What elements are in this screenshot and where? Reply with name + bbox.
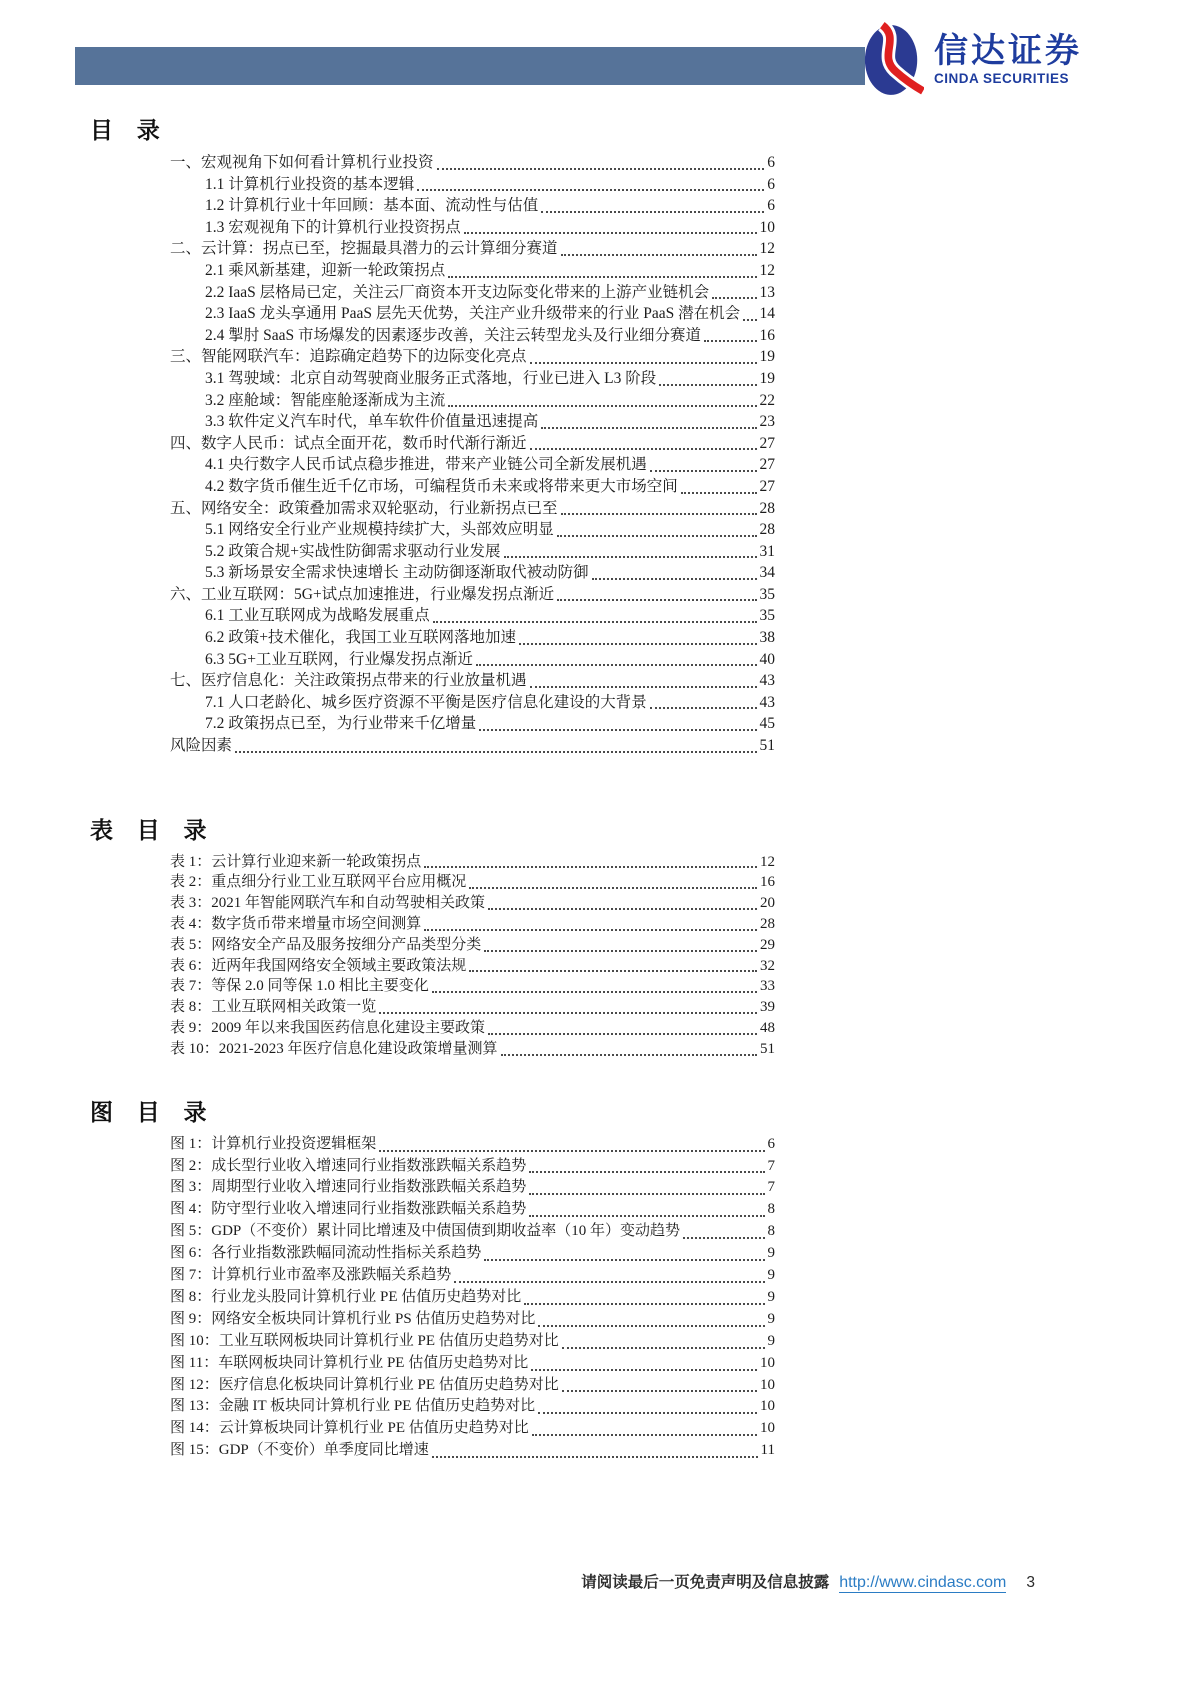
contents-entry <box>170 1440 775 1462</box>
entry-page-number: 9 <box>767 1310 775 1327</box>
entry-page-number: 43 <box>759 693 775 711</box>
entry-page-number: 9 <box>767 1267 775 1284</box>
dot-leader <box>469 970 757 972</box>
toc-section <box>90 112 780 757</box>
contents-entry <box>170 914 775 935</box>
contents-entry <box>170 454 775 476</box>
entry-label: 7.1 人口老龄化、城乡医疗资源不平衡是医疗信息化建设的大背景 <box>205 693 647 711</box>
dot-leader <box>712 297 756 299</box>
contents-entry <box>170 260 775 282</box>
contents-entry <box>170 735 775 757</box>
dot-leader <box>379 1150 764 1152</box>
entry-label: 图 9：网络安全板块同计算机行业 PS 估值历史趋势对比 <box>170 1310 536 1327</box>
entry-label: 图 13：金融 IT 板块同计算机行业 PE 估值历史趋势对比 <box>170 1398 536 1415</box>
dot-leader <box>561 254 757 256</box>
entry-page-number: 10 <box>759 218 775 236</box>
dot-leader <box>432 991 757 993</box>
entry-page-number: 32 <box>760 957 775 974</box>
entry-label: 6.3 5G+工业互联网，行业爆发拐点渐近 <box>205 650 473 668</box>
entry-label: 表 10：2021-2023 年医疗信息化建设政策增量测算 <box>170 1040 498 1057</box>
footer-url-link[interactable]: http://www.cindasc.com <box>839 1574 1007 1591</box>
entry-page-number: 19 <box>759 348 775 366</box>
dot-leader <box>557 535 757 537</box>
dot-leader <box>659 384 756 386</box>
dot-leader <box>704 340 756 342</box>
toc-heading: 目 录 <box>90 118 169 143</box>
contents-entry <box>170 1243 775 1265</box>
tables-heading: 表 目 录 <box>90 817 216 843</box>
dot-leader <box>650 470 757 472</box>
dot-leader <box>488 1033 757 1035</box>
dot-leader <box>562 1390 757 1392</box>
dot-leader <box>479 729 756 731</box>
entry-label: 三、智能网联汽车：追踪确定趋势下的边际变化亮点 <box>170 348 527 366</box>
entry-page-number: 19 <box>759 369 775 387</box>
entry-label: 1.3 宏观视角下的计算机行业投资拐点 <box>205 218 461 236</box>
dot-leader <box>524 1303 764 1305</box>
entry-page-number: 28 <box>759 499 775 517</box>
contents-entry <box>170 1287 775 1309</box>
entry-page-number: 39 <box>760 999 775 1016</box>
tables-list <box>170 852 775 1060</box>
contents-entry <box>170 1156 775 1178</box>
header-bar <box>75 47 865 85</box>
entry-label: 7.2 政策拐点已至，为行业带来千亿增量 <box>205 715 477 733</box>
dot-leader <box>743 319 756 321</box>
entry-page-number: 7 <box>767 1157 775 1174</box>
contents-entry <box>170 1418 775 1440</box>
dot-leader <box>417 189 764 191</box>
contents-entry <box>170 1331 775 1353</box>
contents-entry <box>170 238 775 260</box>
entry-label: 2.1 乘风新基建，迎新一轮政策拐点 <box>205 261 446 279</box>
brand-logo <box>862 22 1082 98</box>
contents-entry <box>170 872 775 893</box>
entry-label: 6.2 政策+技术催化，我国工业互联网落地加速 <box>205 629 516 647</box>
figures-heading: 图 目 录 <box>90 1099 216 1125</box>
entry-label: 1.2 计算机行业十年回顾：基本面、流动性与估值 <box>205 197 539 215</box>
entry-label: 3.3 软件定义汽车时代，单车软件价值量迅速提高 <box>205 413 539 431</box>
dot-leader <box>424 929 757 931</box>
entry-page-number: 10 <box>760 1376 775 1393</box>
contents-entry <box>170 1396 775 1418</box>
contents-entry <box>170 627 775 649</box>
contents-entry <box>170 670 775 692</box>
entry-label: 图 1：计算机行业投资逻辑框架 <box>170 1135 377 1152</box>
entry-label: 六、工业互联网：5G+试点加速推进，行业爆发拐点渐近 <box>170 585 555 603</box>
entry-page-number: 28 <box>759 521 775 539</box>
entry-label: 图 2：成长型行业收入增速同行业指数涨跌幅关系趋势 <box>170 1157 527 1174</box>
dot-leader <box>681 492 757 494</box>
entry-page-number: 13 <box>759 283 775 301</box>
entry-label: 图 12：医疗信息化板块同计算机行业 PE 估值历史趋势对比 <box>170 1376 559 1393</box>
contents-entry <box>170 476 775 498</box>
contents-entry <box>170 1199 775 1221</box>
contents-entry <box>170 325 775 347</box>
entry-page-number: 6 <box>767 154 775 171</box>
brand-name-cn: 信达证券 <box>934 32 1082 71</box>
entry-page-number: 23 <box>759 413 775 431</box>
entry-page-number: 10 <box>760 1420 775 1437</box>
entry-page-number: 9 <box>767 1288 775 1305</box>
dot-leader <box>561 513 757 515</box>
entry-page-number: 9 <box>767 1332 775 1349</box>
contents-entry <box>170 390 775 412</box>
entry-label: 七、医疗信息化：关注政策拐点带来的行业放量机遇 <box>170 672 527 690</box>
dot-leader <box>476 664 757 666</box>
contents-entry <box>170 649 775 671</box>
brand-name-en: CINDA SECURITIES <box>934 70 1070 86</box>
entry-page-number: 28 <box>760 916 775 933</box>
contents-entry <box>170 1221 775 1243</box>
dot-leader <box>538 1412 757 1414</box>
entry-label: 表 1：云计算行业迎来新一轮政策拐点 <box>170 853 422 870</box>
page-footer <box>581 1570 1035 1593</box>
entry-page-number: 16 <box>760 874 775 891</box>
contents-entry <box>170 195 775 217</box>
entry-label: 图 8：行业龙头股同计算机行业 PE 估值历史趋势对比 <box>170 1288 522 1305</box>
contents-entry <box>170 976 775 997</box>
contents-entry <box>170 935 775 956</box>
entry-page-number: 35 <box>759 585 775 603</box>
dot-leader <box>501 1054 758 1056</box>
entry-label: 5.2 政策合规+实战性防御需求驱动行业发展 <box>205 542 501 560</box>
entry-label: 5.1 网络安全行业产业规模持续扩大，头部效应明显 <box>205 521 554 539</box>
contents-entry <box>170 1039 775 1060</box>
contents-entry <box>170 541 775 563</box>
contents-entry <box>170 852 775 873</box>
dot-leader <box>650 707 757 709</box>
entry-label: 风险因素 <box>170 737 233 755</box>
entry-page-number: 12 <box>759 240 775 258</box>
contents-entry <box>170 584 775 606</box>
figures-list <box>170 1134 775 1463</box>
dot-leader <box>484 1259 764 1261</box>
entry-page-number: 22 <box>759 391 775 409</box>
dot-leader <box>530 448 757 450</box>
dot-leader <box>531 1369 757 1371</box>
entry-label: 五、网络安全：政策叠加需求双轮驱动，行业新拐点已至 <box>170 499 558 517</box>
entry-label: 一、宏观视角下如何看计算机行业投资 <box>170 154 434 171</box>
entry-label: 图 7：计算机行业市盈率及涨跌幅关系趋势 <box>170 1267 452 1284</box>
dot-leader <box>448 405 756 407</box>
dot-leader <box>530 362 757 364</box>
contents-entry <box>170 997 775 1018</box>
entry-page-number: 38 <box>759 629 775 647</box>
entry-label: 图 5：GDP（不变价）累计同比增速及中债国债到期收益率（10 年）变动趋势 <box>170 1223 681 1240</box>
entry-label: 二、云计算：拐点已至，挖掘最具潜力的云计算细分赛道 <box>170 240 558 258</box>
contents-entry <box>170 368 775 390</box>
dot-leader <box>379 1012 757 1014</box>
contents-entry <box>170 411 775 433</box>
entry-label: 图 6：各行业指数涨跌幅同流动性指标关系趋势 <box>170 1245 482 1262</box>
entry-label: 2.3 IaaS 龙头享通用 PaaS 层先天优势，关注产业升级带来的行业 PaaS 潜在机会 <box>205 305 741 323</box>
dot-leader <box>424 866 757 868</box>
dot-leader <box>530 686 757 688</box>
entry-label: 四、数字人民币：试点全面开花，数币时代渐行渐近 <box>170 434 527 452</box>
entry-label: 图 11：车联网板块同计算机行业 PE 估值历史趋势对比 <box>170 1354 529 1371</box>
contents-entry <box>170 303 775 325</box>
contents-entry <box>170 605 775 627</box>
entry-page-number: 16 <box>759 326 775 344</box>
dot-leader <box>538 1325 764 1327</box>
entry-page-number: 11 <box>760 1442 775 1459</box>
contents-entry <box>170 1375 775 1397</box>
dot-leader <box>504 556 757 558</box>
dot-leader <box>529 1215 764 1217</box>
entry-page-number: 34 <box>759 564 775 582</box>
entry-label: 表 9：2009 年以来我国医药信息化建设主要政策 <box>170 1020 486 1036</box>
contents-entry <box>170 174 775 196</box>
dot-leader <box>683 1237 764 1239</box>
entry-label: 图 14：云计算板块同计算机行业 PE 估值历史趋势对比 <box>170 1420 529 1437</box>
dot-leader <box>592 578 757 580</box>
entry-page-number: 51 <box>760 1040 775 1057</box>
contents-entry <box>170 519 775 541</box>
toc-list <box>170 152 775 757</box>
dot-leader <box>562 1347 765 1349</box>
contents-entry <box>170 1134 775 1156</box>
entry-label: 表 6：近两年我国网络安全领域主要政策法规 <box>170 957 467 974</box>
contents-entry <box>170 562 775 584</box>
entry-label: 1.1 计算机行业投资的基本逻辑 <box>205 175 415 193</box>
entry-page-number: 33 <box>760 978 775 995</box>
contents-entry <box>170 1018 775 1039</box>
entry-page-number: 9 <box>767 1245 775 1262</box>
entry-label: 图 10：工业互联网板块同计算机行业 PE 估值历史趋势对比 <box>170 1332 559 1349</box>
entry-page-number: 48 <box>760 1020 775 1036</box>
entry-label: 6.1 工业互联网成为战略发展重点 <box>205 607 430 625</box>
dot-leader <box>519 643 757 645</box>
entry-page-number: 12 <box>760 853 775 870</box>
contents-entry <box>170 152 775 174</box>
content-area <box>90 112 780 1462</box>
contents-entry <box>170 217 775 239</box>
entry-page-number: 27 <box>759 434 775 452</box>
dot-leader <box>464 232 757 234</box>
entry-page-number: 20 <box>760 895 775 912</box>
contents-entry <box>170 713 775 735</box>
entry-page-number: 8 <box>767 1201 775 1218</box>
entry-page-number: 27 <box>759 456 775 474</box>
dot-leader <box>433 621 757 623</box>
dot-leader <box>541 427 756 429</box>
entry-page-number: 12 <box>759 261 775 279</box>
entry-label: 4.2 数字货币催生近千亿市场，可编程货币未来或将带来更大市场空间 <box>205 477 678 495</box>
entry-page-number: 8 <box>767 1223 775 1240</box>
dot-leader <box>529 1171 764 1173</box>
entry-label: 表 4：数字货币带来增量市场空间测算 <box>170 916 422 933</box>
dot-leader <box>448 276 756 278</box>
entry-page-number: 27 <box>759 477 775 495</box>
entry-label: 表 7：等保 2.0 同等保 1.0 相比主要变化 <box>170 978 429 995</box>
dot-leader <box>541 211 764 213</box>
entry-page-number: 14 <box>759 305 775 323</box>
page-number: 3 <box>1026 1574 1035 1591</box>
entry-page-number: 43 <box>759 672 775 690</box>
entry-label: 图 15：GDP（不变价）单季度同比增速 <box>170 1442 429 1459</box>
entry-label: 表 5：网络安全产品及服务按细分产品类型分类 <box>170 936 482 953</box>
contents-entry <box>170 498 775 520</box>
entry-page-number: 6 <box>767 175 775 193</box>
tables-section <box>90 812 780 1060</box>
cinda-logo-icon <box>862 22 924 98</box>
contents-entry <box>170 1353 775 1375</box>
disclaimer-text: 请阅读最后一页免责声明及信息披露 <box>581 1574 830 1591</box>
entry-page-number: 51 <box>759 737 775 755</box>
dot-leader <box>488 908 757 910</box>
entry-page-number: 45 <box>759 715 775 733</box>
entry-page-number: 6 <box>767 197 775 215</box>
contents-entry <box>170 282 775 304</box>
dot-leader <box>437 168 765 170</box>
figures-section <box>90 1094 780 1463</box>
entry-label: 2.4 掣肘 SaaS 市场爆发的因素逐步改善，关注云转型龙头及行业细分赛道 <box>205 326 702 344</box>
contents-entry <box>170 692 775 714</box>
dot-leader <box>235 751 756 753</box>
entry-label: 表 2：重点细分行业工业互联网平台应用概况 <box>170 874 467 891</box>
dot-leader <box>469 887 757 889</box>
contents-entry <box>170 956 775 977</box>
entry-label: 2.2 IaaS 层格局已定，关注云厂商资本开支边际变化带来的上游产业链机会 <box>205 283 710 301</box>
contents-entry <box>170 1309 775 1331</box>
entry-page-number: 40 <box>759 650 775 668</box>
contents-entry <box>170 346 775 368</box>
entry-label: 3.2 座舱域：智能座舱逐渐成为主流 <box>205 391 446 409</box>
dot-leader <box>557 599 756 601</box>
contents-entry <box>170 1265 775 1287</box>
dot-leader <box>432 1456 758 1458</box>
entry-page-number: 10 <box>760 1398 775 1415</box>
dot-leader <box>454 1281 764 1283</box>
dot-leader <box>532 1434 757 1436</box>
entry-page-number: 29 <box>760 936 775 953</box>
entry-page-number: 10 <box>760 1354 775 1371</box>
entry-label: 表 3：2021 年智能网联汽车和自动驾驶相关政策 <box>170 895 486 912</box>
entry-page-number: 6 <box>767 1135 775 1152</box>
contents-entry <box>170 433 775 455</box>
dot-leader <box>529 1193 764 1195</box>
entry-label: 5.3 新场景安全需求快速增长 主动防御逐渐取代被动防御 <box>205 564 589 582</box>
contents-entry <box>170 893 775 914</box>
entry-label: 3.1 驾驶域：北京自动驾驶商业服务正式落地，行业已进入 L3 阶段 <box>205 369 657 387</box>
contents-entry <box>170 1177 775 1199</box>
entry-label: 4.1 央行数字人民币试点稳步推进，带来产业链公司全新发展机遇 <box>205 456 647 474</box>
dot-leader <box>484 950 757 952</box>
entry-label: 表 8：工业互联网相关政策一览 <box>170 999 377 1016</box>
entry-page-number: 35 <box>759 607 775 625</box>
entry-page-number: 7 <box>767 1179 775 1196</box>
entry-label: 图 4：防守型行业收入增速同行业指数涨跌幅关系趋势 <box>170 1201 527 1218</box>
entry-page-number: 31 <box>759 542 775 560</box>
entry-label: 图 3：周期型行业收入增速同行业指数涨跌幅关系趋势 <box>170 1179 527 1196</box>
